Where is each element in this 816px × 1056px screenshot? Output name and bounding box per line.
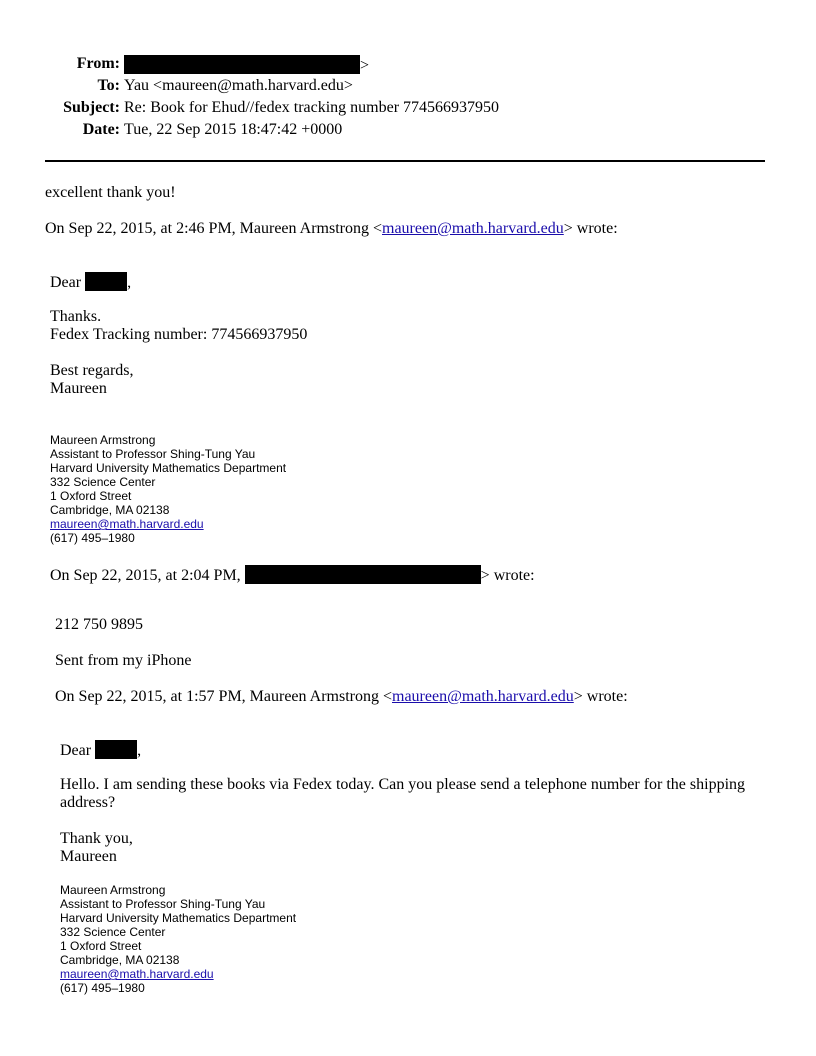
sig-phone: (617) 495–1980 bbox=[50, 531, 135, 545]
msg2-sent: Sent from my iPhone bbox=[55, 652, 192, 669]
email-link[interactable]: maureen@math.harvard.edu bbox=[382, 220, 564, 237]
to-label: To: bbox=[97, 77, 120, 94]
sig-dept: Harvard University Mathematics Department bbox=[60, 911, 297, 925]
quote-suffix: > wrote: bbox=[573, 688, 628, 705]
date-label: Date: bbox=[82, 121, 120, 138]
msg3-name: Maureen bbox=[60, 848, 117, 865]
subject-value: Re: Book for Ehud//fedex tracking number 774566937950 bbox=[124, 99, 500, 116]
sig-city: Cambridge, MA 02138 bbox=[60, 953, 180, 967]
sig-office: 332 Science Center bbox=[50, 475, 156, 489]
date-value: Tue, 22 Sep 2015 18:47:42 +0000 bbox=[124, 121, 343, 138]
quote-prefix: On Sep 22, 2015, at 1:57 PM, Maureen Armstrong < bbox=[55, 688, 392, 705]
sig-city: Cambridge, MA 02138 bbox=[50, 503, 170, 517]
reply-quote-header bbox=[45, 220, 618, 238]
sig-title: Assistant to Professor Shing-Tung Yau bbox=[60, 897, 266, 911]
subject-label: Subject: bbox=[63, 99, 120, 116]
quote-suffix: > wrote: bbox=[563, 220, 618, 237]
sig-street: 1 Oxford Street bbox=[60, 939, 142, 953]
greeting-comma: , bbox=[127, 274, 132, 291]
msg3-body-line1: Hello. I am sending these books via Fedex today. Can you please send a telephone number for the shipping bbox=[60, 776, 746, 793]
msg3-body-line2: address? bbox=[60, 794, 116, 811]
quote-prefix: On Sep 22, 2015, at 2:04 PM, bbox=[50, 567, 241, 584]
sig-street: 1 Oxford Street bbox=[50, 489, 132, 503]
quote-prefix: On Sep 22, 2015, at 2:46 PM, Maureen Armstrong < bbox=[45, 220, 382, 237]
header-divider bbox=[45, 160, 765, 162]
sig-email-link[interactable]: maureen@math.harvard.edu bbox=[60, 967, 214, 981]
msg1-greeting bbox=[50, 272, 131, 292]
sig-title: Assistant to Professor Shing-Tung Yau bbox=[50, 447, 256, 461]
greeting-comma: , bbox=[137, 742, 142, 759]
msg1-closing: Best regards, bbox=[50, 362, 134, 379]
redacted-block bbox=[95, 740, 137, 759]
signature-1 bbox=[50, 433, 286, 545]
sig-dept: Harvard University Mathematics Department bbox=[50, 461, 287, 475]
msg1-name: Maureen bbox=[50, 380, 107, 397]
greeting-word: Dear bbox=[60, 742, 92, 759]
msg3-greeting bbox=[60, 740, 141, 760]
email-link[interactable]: maureen@math.harvard.edu bbox=[392, 688, 574, 705]
msg1-line1: Thanks. bbox=[50, 308, 102, 325]
greeting-word: Dear bbox=[50, 274, 82, 291]
quote-suffix: > wrote: bbox=[480, 567, 535, 584]
from-label: From: bbox=[76, 55, 120, 72]
from-value bbox=[124, 55, 369, 75]
msg2-quote-header bbox=[50, 565, 535, 585]
msg1-line2: Fedex Tracking number: 774566937950 bbox=[50, 326, 308, 343]
from-suffix: > bbox=[360, 57, 370, 74]
reply-text: excellent thank you! bbox=[45, 184, 176, 201]
redacted-block bbox=[245, 565, 481, 584]
sig-name: Maureen Armstrong bbox=[60, 883, 166, 897]
redacted-block bbox=[124, 55, 360, 74]
signature-2 bbox=[60, 883, 296, 995]
sig-name: Maureen Armstrong bbox=[50, 433, 156, 447]
sig-email-link[interactable]: maureen@math.harvard.edu bbox=[50, 517, 204, 531]
msg2-phone: 212 750 9895 bbox=[55, 616, 143, 633]
msg2-quote2-header bbox=[55, 688, 628, 706]
msg3-closing: Thank you, bbox=[60, 830, 133, 847]
sig-office: 332 Science Center bbox=[60, 925, 166, 939]
sig-phone: (617) 495–1980 bbox=[60, 981, 145, 995]
to-value: Yau <maureen@math.harvard.edu> bbox=[124, 77, 353, 94]
redacted-block bbox=[85, 272, 127, 291]
